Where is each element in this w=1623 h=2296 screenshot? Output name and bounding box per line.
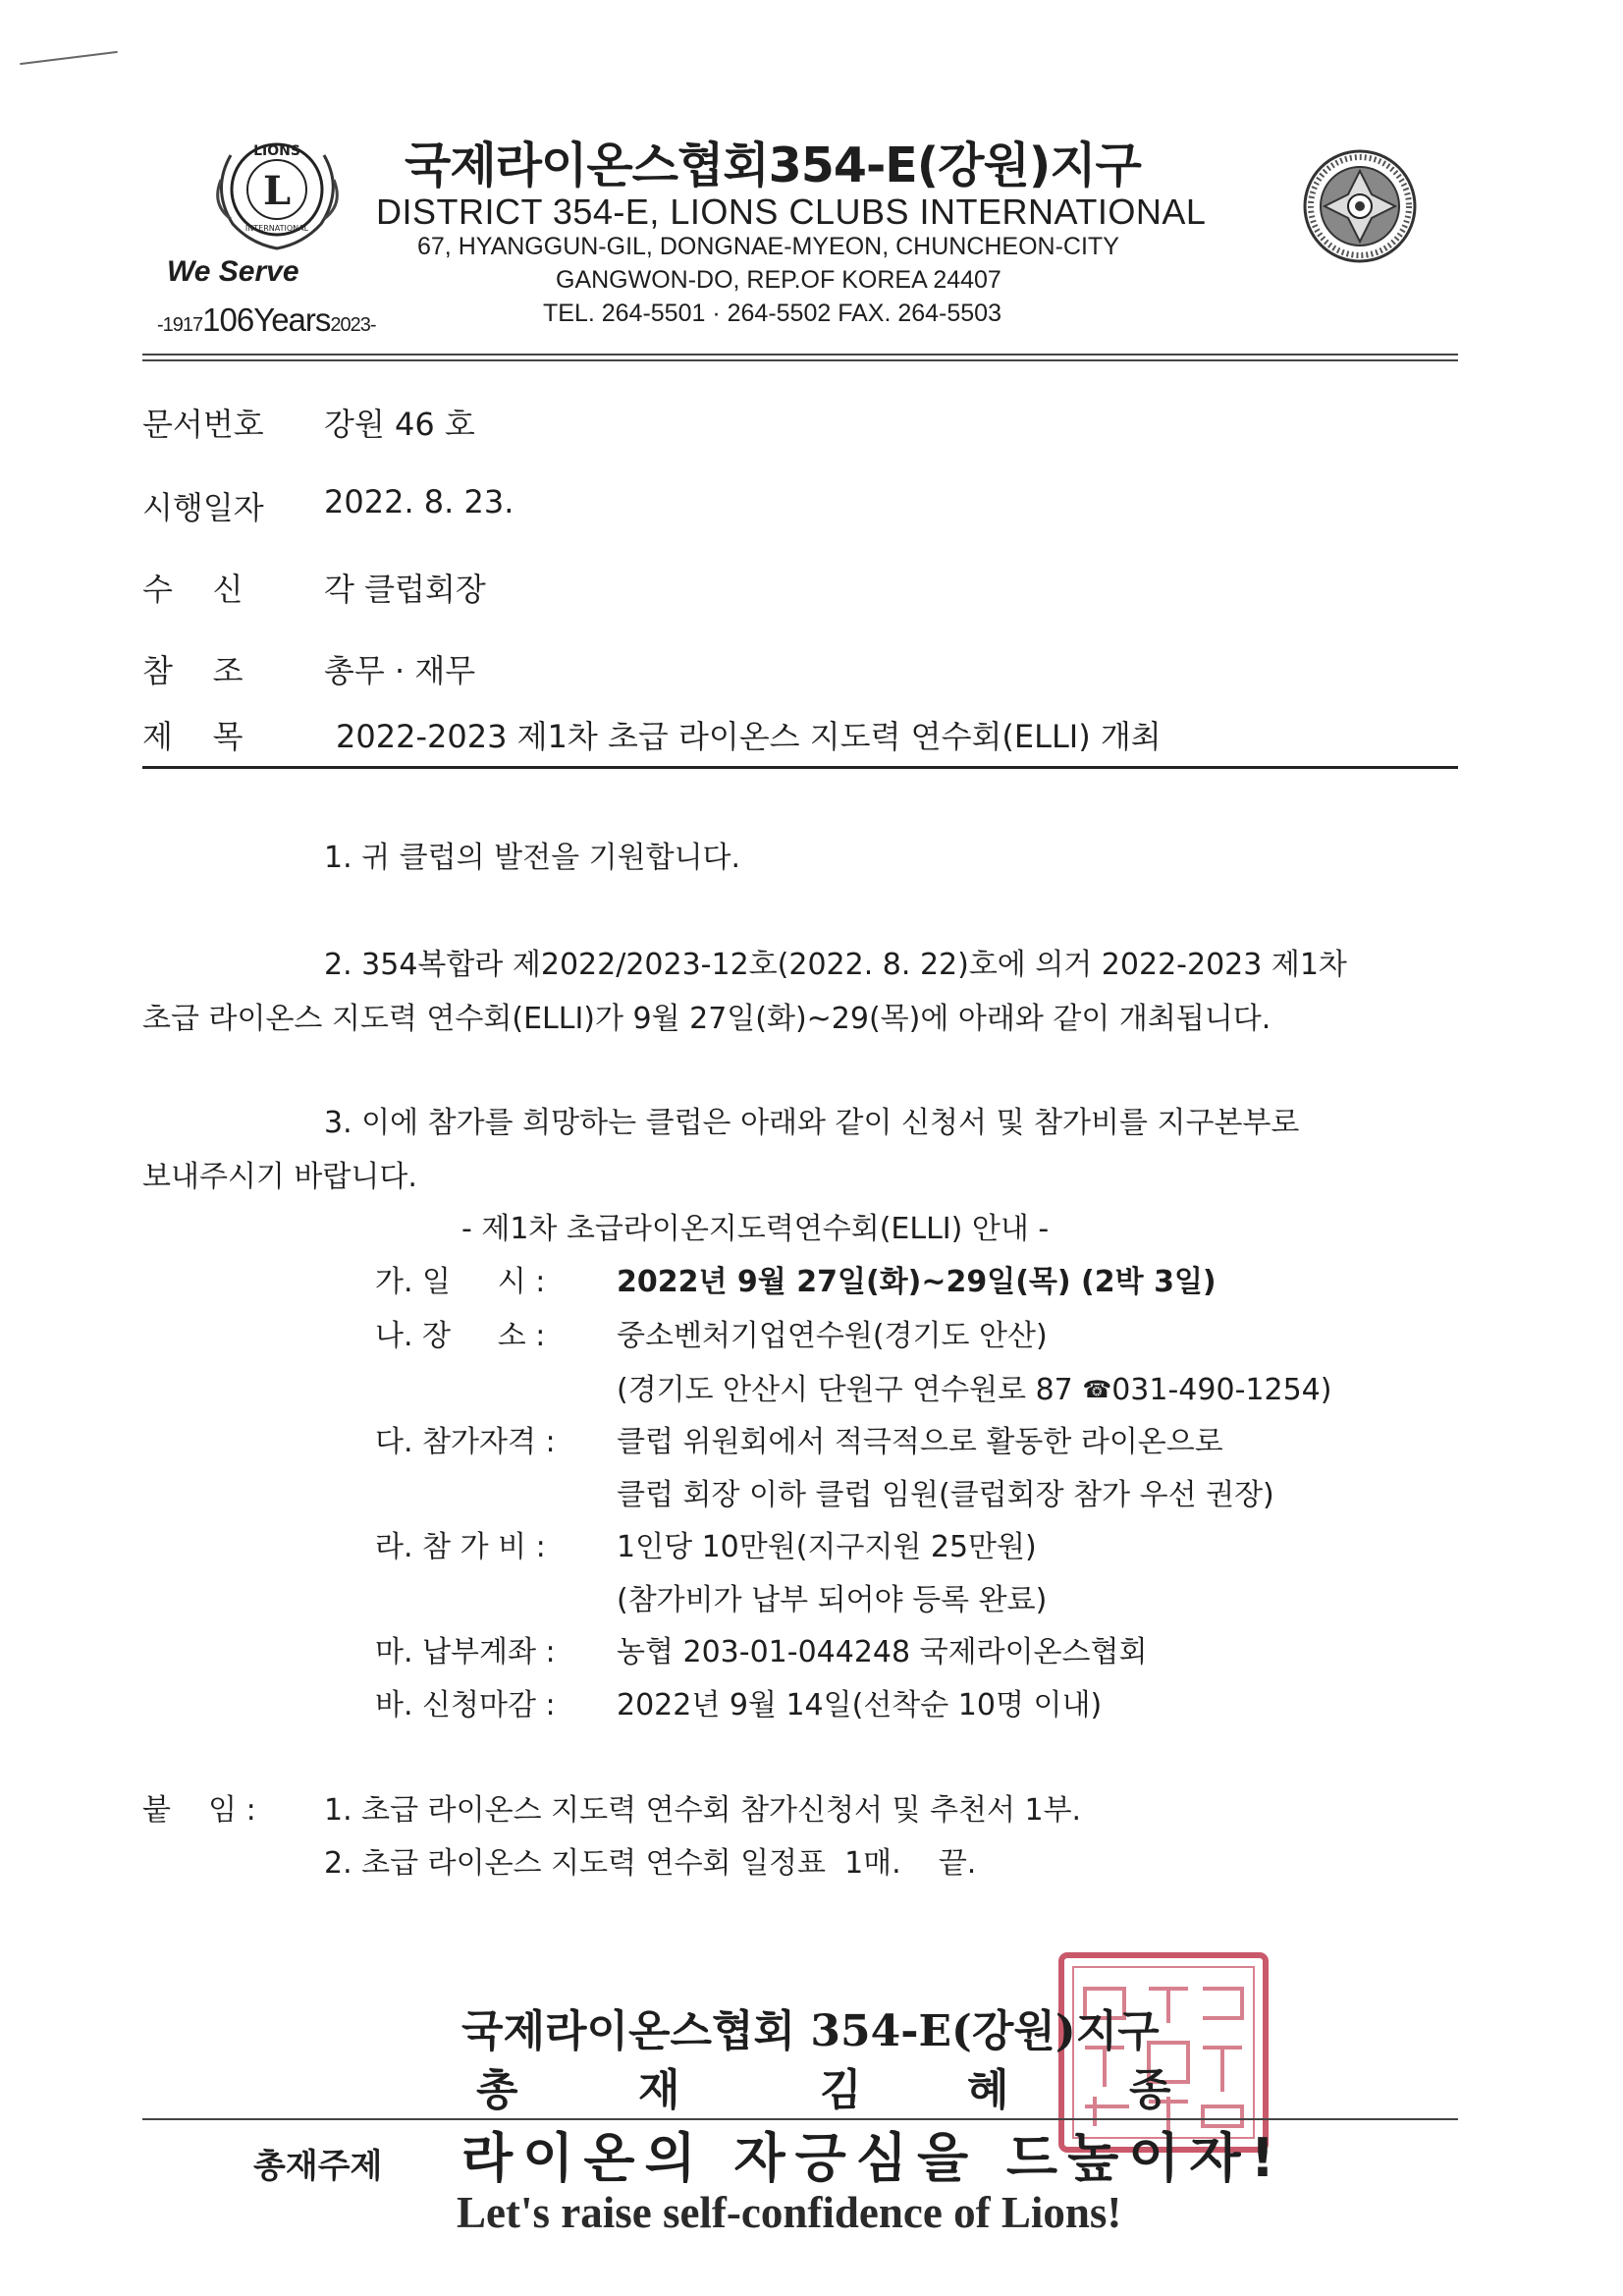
paragraph-2-line-2: 초급 라이온스 지도력 연수회(ELLI)가 9월 27일(화)~29(목)에 아래와 같이 개최됩니다. [142,1002,1271,1036]
subject-rule [142,766,1458,769]
signature-org: 국제라이온스협회 354-E(강원)지구 [461,2006,1160,2056]
signature-char-5: 종 [1129,2065,1171,2115]
contact-line: TEL. 264-5501 · 264-5502 FAX. 264-5503 [543,300,1001,327]
slogan-english: Let's raise self-confidence of Lions! [457,2188,1122,2237]
paragraph-2-line-1: 2. 354복합라 제2022/2023-12호(2022. 8. 22)호에 의거 2022-2023 제1차 [324,948,1347,982]
issue-date-label: 시행일자 [142,489,264,526]
guide-account-label: 마. 납부계좌 : [375,1635,556,1669]
years-line [157,301,376,339]
years-end: 2023- [330,314,376,336]
guide-venue-value: 중소벤처기업연수원(경기도 안산) [617,1319,1048,1353]
slogan-label: 총재주제 [253,2147,383,2186]
years-start: -1917 [157,314,203,336]
guide-date-value: 2022년 9월 27일(화)~29일(목) (2박 3일) [617,1265,1217,1299]
subject-value: 2022-2023 제1차 초급 라이온스 지도력 연수회(ELLI) 개최 [336,718,1162,755]
address-line-1: 67, HYANGGUN-GIL, DONGNAE-MYEON, CHUNCHEON-CITY [417,233,1119,260]
years-mid: 106Years [202,301,331,338]
org-english-name: DISTRICT 354-E, LIONS CLUBS INTERNATIONAL [376,191,1207,232]
paragraph-3-line-1: 3. 이에 참가를 희망하는 클럽은 아래와 같이 신청서 및 참가비를 지구본부로 [324,1106,1300,1140]
doc-number-value: 강원 46 호 [324,406,475,443]
issue-date-value: 2022. 8. 23. [324,483,514,520]
guide-venue-address [617,1365,1331,1408]
attachment-item-2: 2. 초급 라이온스 지도력 연수회 일정표 1매. 끝. [324,1846,977,1881]
recipient-label: 수 신 [142,571,243,608]
logo-top-text: LIONS [253,143,300,159]
guide-fee-label: 라. 참 가 비 : [375,1530,546,1564]
paragraph-3-line-2: 보내주시기 바랍니다. [142,1160,417,1194]
doc-number-label: 문서번호 [142,406,264,443]
logo-letter: L [262,168,292,214]
guide-deadline-value: 2022년 9월 14일(선착순 10명 이내) [617,1688,1103,1722]
signature-char-1: 총 [476,2065,518,2115]
signature-char-2: 재 [638,2065,680,2115]
guide-account-value: 농협 203-01-044248 국제라이온스협회 [617,1635,1148,1669]
venue-address-text: (경기도 안산시 단원구 연수원로 87 [617,1373,1073,1407]
guide-eligibility-value-2: 클럽 회장 이하 클럽 임원(클럽회장 참가 우선 권장) [617,1478,1274,1512]
paragraph-1: 1. 귀 클럽의 발전을 기원합니다. [324,841,741,875]
guide-deadline-label: 바. 신청마감 : [375,1688,556,1722]
recipient-value: 각 클럽회장 [324,571,486,608]
venue-phone: 031-490-1254) [1111,1373,1332,1407]
district-emblem-icon [1301,147,1419,265]
attachments-label: 붙 임 : [142,1793,256,1828]
reference-label: 참 조 [142,652,243,689]
guide-venue-label: 나. 장 소 : [375,1319,546,1353]
header-rule-double [142,359,1458,361]
guide-fee-value: 1인당 10만원(지구지원 25만원) [617,1530,1037,1564]
signature-char-3: 김 [820,2065,862,2115]
guide-fee-note: (참가비가 납부 되어야 등록 완료) [617,1583,1048,1617]
header-rule [142,354,1458,355]
org-title: 국제라이온스협회354-E(강원)지구 [405,137,1141,193]
guide-eligibility-value: 클럽 위원회에서 적극적으로 활동한 라이온으로 [617,1425,1223,1459]
signature-char-4: 혜 [967,2065,1009,2115]
logo-bottom-text: INTERNATIONAL [244,224,309,233]
telephone-icon: ☎ [1082,1376,1112,1403]
address-line-2: GANGWON-DO, REP.OF KOREA 24407 [556,266,1001,294]
guide-title: - 제1차 초급라이온지도력연수회(ELLI) 안내 - [461,1212,1050,1246]
scan-mark [20,51,117,65]
guide-date-label: 가. 일 시 : [375,1265,546,1299]
reference-value: 총무 · 재무 [324,652,476,689]
attachment-item-1: 1. 초급 라이온스 지도력 연수회 참가신청서 및 추천서 1부. [324,1793,1082,1828]
subject-label: 제 목 [142,718,243,755]
slogan-korean: 라이온의 자긍심을 드높이자! [461,2127,1285,2189]
lions-logo-icon [211,126,344,253]
motto: We Serve [167,255,299,288]
guide-eligibility-label: 다. 참가자격 : [375,1425,556,1459]
